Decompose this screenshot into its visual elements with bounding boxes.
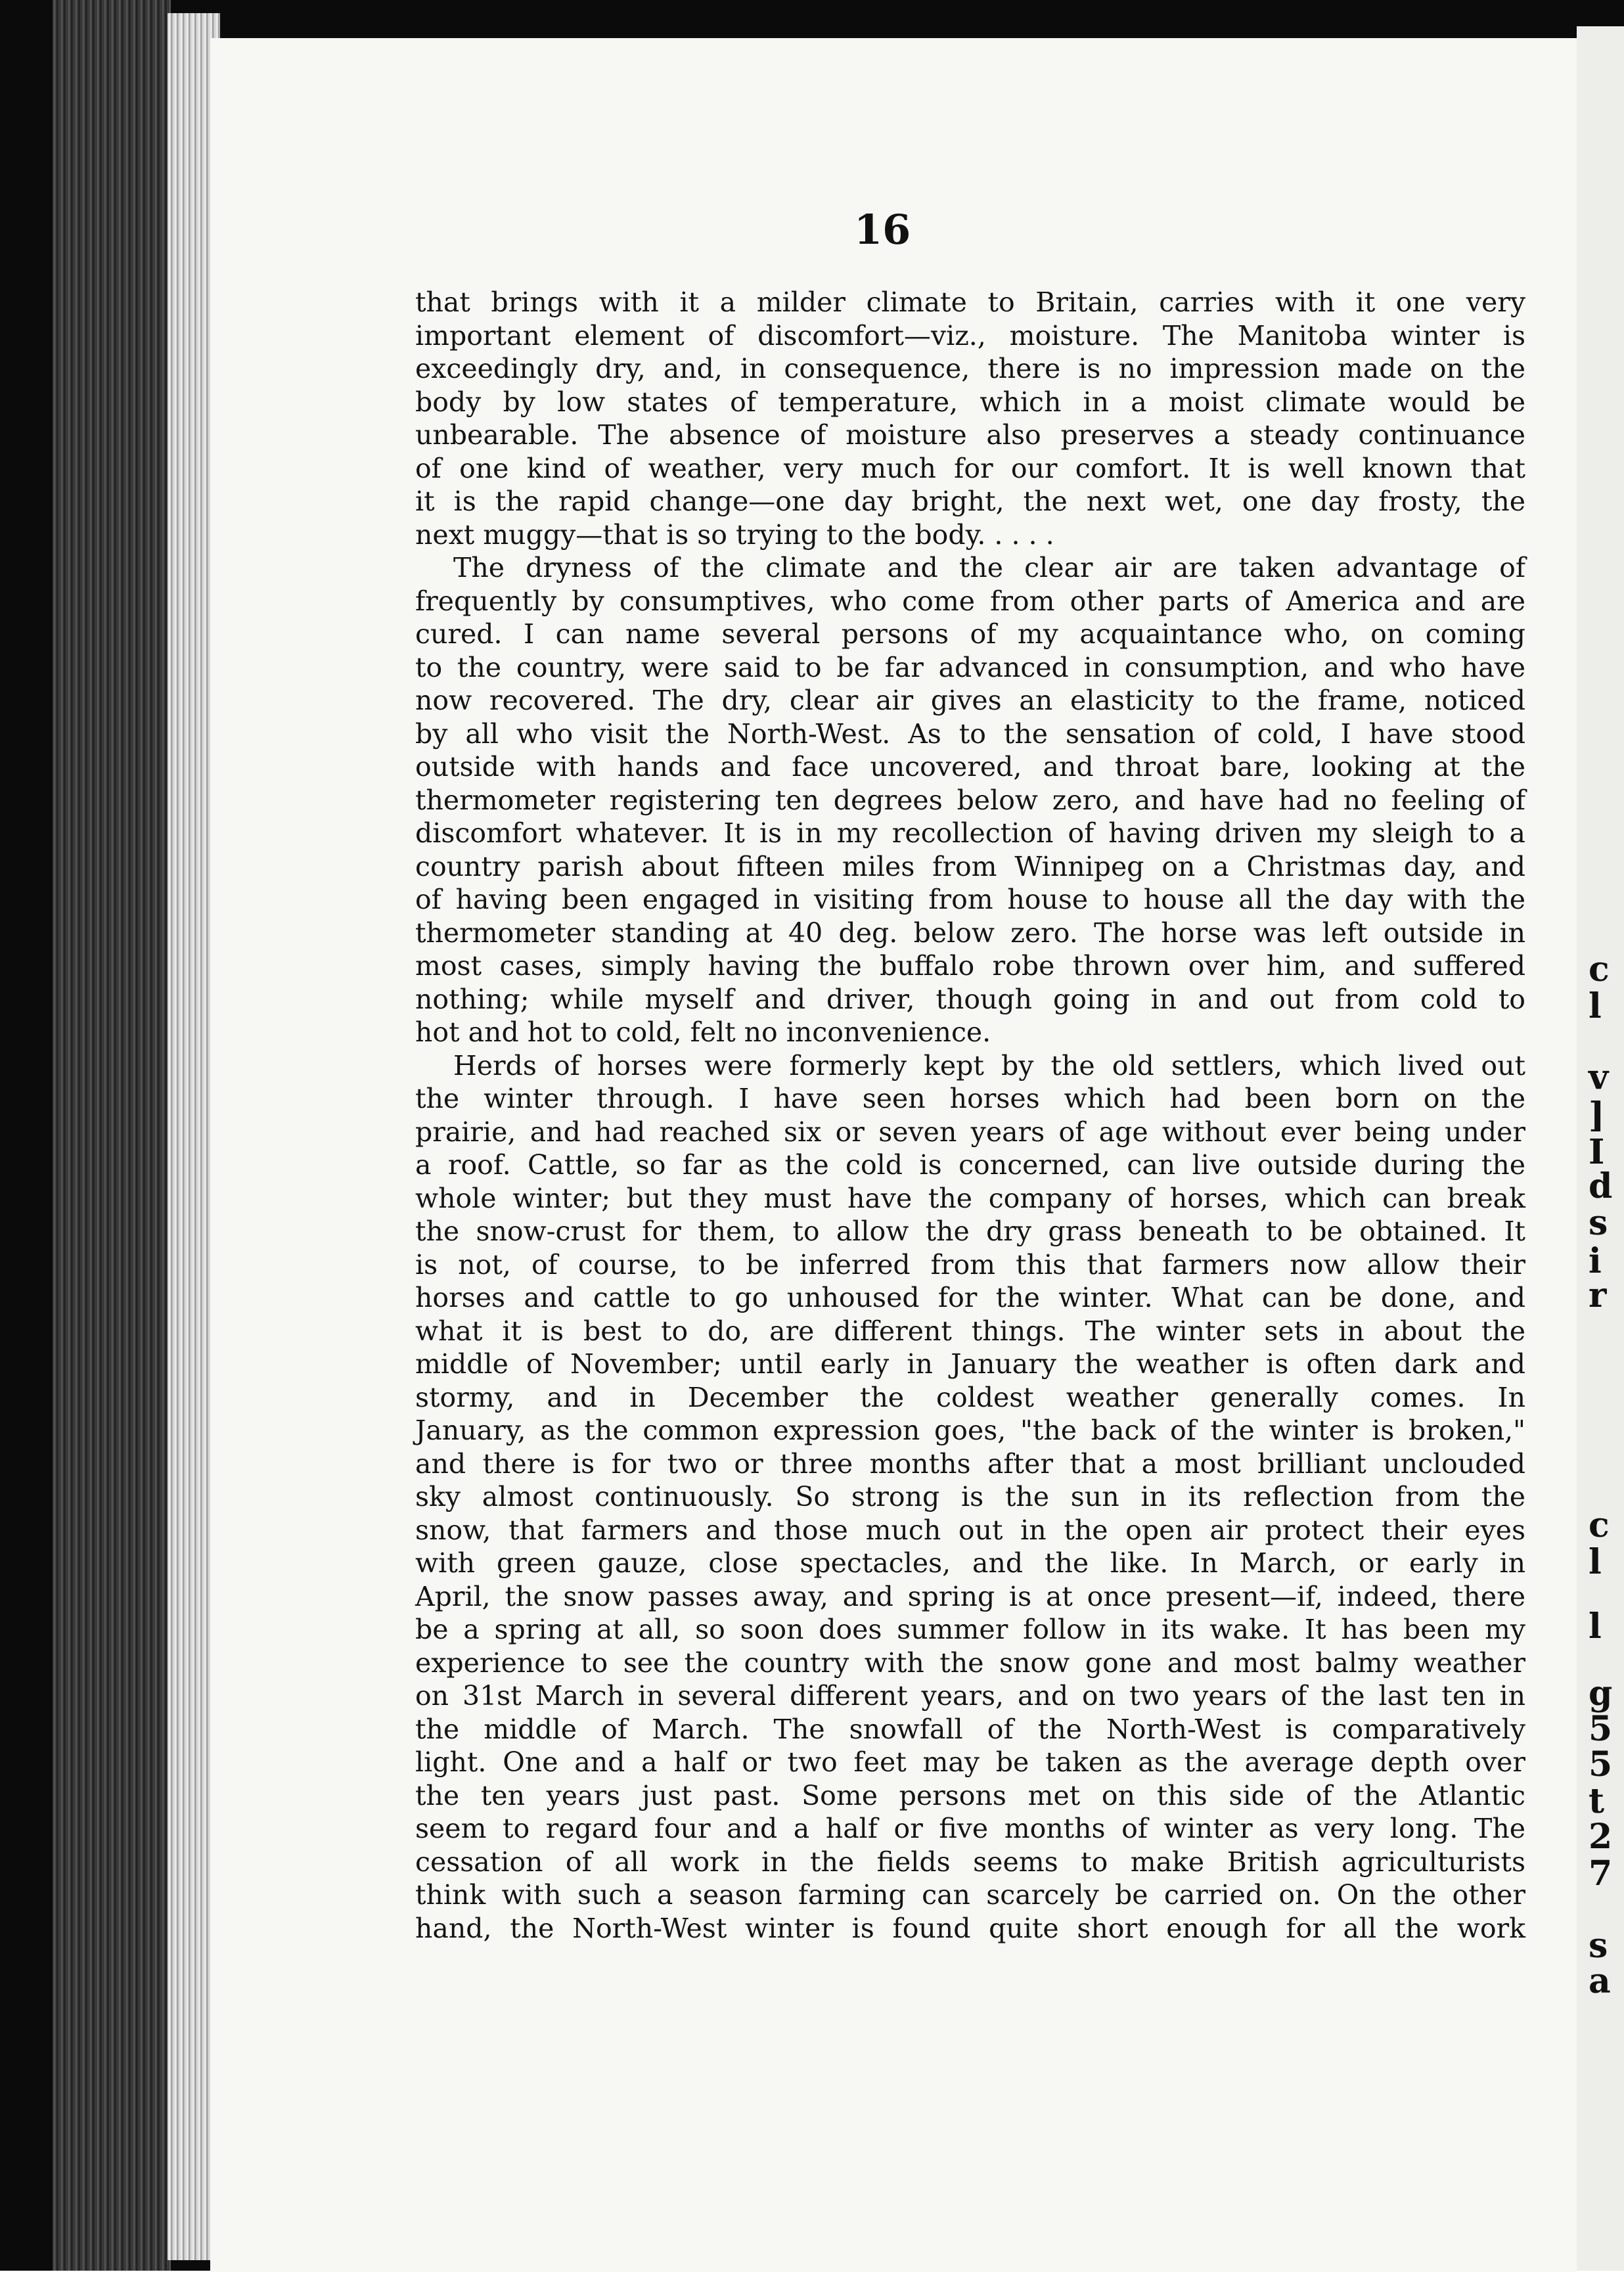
facing-page-letter: I — [1589, 1132, 1605, 1172]
facing-page-letter: v — [1589, 1057, 1609, 1097]
text-line: stormy, and in December the coldest weather generally comes. In — [415, 1381, 1525, 1413]
text-line: outside with hands and face uncovered, and throat bare, looking at the — [415, 751, 1525, 783]
text-line: body by low states of temperature, which in a moist climate would be — [415, 386, 1525, 418]
text-line: light. One and a half or two feet may be taken as the average depth over — [415, 1746, 1525, 1778]
facing-page-letter: s — [1589, 1203, 1608, 1243]
text-line: a roof. Cattle, so far as the cold is concerned, can live outside during the — [415, 1149, 1525, 1181]
text-line: of having been engaged in visiting from house to house all the day with the — [415, 884, 1525, 915]
text-line: next muggy—that is so trying to the body. . . . . — [415, 518, 1054, 551]
text-line: cured. I can name several persons of my acquaintance who, on coming — [415, 618, 1525, 650]
text-line: be a spring at all, so soon does summer follow in its wake. It has been my — [415, 1614, 1525, 1645]
text-line: hand, the North-West winter is found quite short enough for all the work — [415, 1912, 1525, 1944]
text-line: unbearable. The absence of moisture also preserves a steady continuance — [415, 419, 1525, 451]
body-text — [415, 286, 1525, 1945]
text-line: hot and hot to cold, felt no inconvenience. — [415, 1016, 991, 1048]
text-line: that brings with it a milder climate to Britain, carries with it one very — [415, 286, 1525, 318]
text-line: middle of November; until early in January the weather is often dark and — [415, 1348, 1525, 1380]
text-line: horses and cattle to go unhoused for the winter. What can be done, and — [415, 1282, 1525, 1313]
page-number: 16 — [854, 206, 911, 254]
text-line: and there is for two or three months after that a most brilliant unclouded — [415, 1447, 1525, 1480]
text-line: whole winter; but they must have the company of horses, which can break — [415, 1182, 1525, 1214]
text-line: on 31st March in several different years, and on two years of the last ten in — [415, 1680, 1525, 1712]
text-line: The dryness of the climate and the clear air are taken advantage of — [453, 552, 1525, 583]
text-line: exceedingly dry, and, in consequence, there is no impression made on the — [415, 353, 1525, 384]
text-line: Herds of horses were formerly kept by the old settlers, which lived out — [453, 1049, 1525, 1081]
facing-page-letter: i — [1589, 1241, 1602, 1281]
facing-page-letter: 7 — [1589, 1853, 1613, 1894]
text-line: snow, that farmers and those much out in the open air protect their eyes — [415, 1514, 1525, 1546]
facing-page-letter: 2 — [1589, 1817, 1613, 1857]
text-line: country parish about fifteen miles from Winnipeg on a Christmas day, and — [415, 850, 1525, 882]
text-line: April, the snow passes away, and spring is at once present—if, indeed, there — [415, 1580, 1525, 1612]
text-line: seem to regard four and a half or five months of winter as very long. The — [415, 1813, 1525, 1844]
text-line: discomfort whatever. It is in my recollection of having driven my sleigh to a — [415, 817, 1525, 849]
text-line: is not, of course, to be inferred from this that farmers now allow their — [415, 1248, 1525, 1281]
book-spine — [53, 0, 171, 2271]
text-line: the middle of March. The snowfall of the North-West is comparatively — [415, 1713, 1525, 1745]
facing-page-letter: t — [1589, 1781, 1605, 1821]
text-line: it is the rapid change—one day bright, the next wet, one day frosty, the — [415, 486, 1525, 517]
text-line: think with such a season farming can scarcely be carried on. On the other — [415, 1879, 1525, 1911]
text-line: with green gauze, close spectacles, and the like. In March, or early in — [415, 1547, 1525, 1579]
text-line: January, as the common expression goes, "the back of the winter is broken," — [415, 1415, 1525, 1446]
text-line: sky almost continuously. So strong is the sun in its reflection from the — [415, 1481, 1525, 1512]
facing-page-letter: l — [1589, 1606, 1602, 1647]
text-line: thermometer registering ten degrees below zero, and have had no feeling of — [415, 784, 1525, 816]
text-line: the ten years just past. Some persons met on this side of the Atlantic — [415, 1779, 1525, 1811]
text-line: of one kind of weather, very much for our comfort. It is well known that — [415, 452, 1525, 484]
text-line: the winter through. I have seen horses which had been born on the — [415, 1083, 1525, 1114]
text-line: the snow-crust for them, to allow the dry grass beneath to be obtained. It — [415, 1216, 1525, 1247]
text-line: to the country, were said to be far advanced in consumption, and who have — [415, 651, 1525, 683]
facing-page-letter: l — [1589, 986, 1602, 1026]
text-line: thermometer standing at 40 deg. below zero. The horse was left outside in — [415, 917, 1525, 949]
facing-page-letter: s — [1589, 1926, 1608, 1966]
text-line: now recovered. The dry, clear air gives an elasticity to the frame, noticed — [415, 685, 1525, 716]
facing-page-letter: a — [1589, 1961, 1611, 2001]
text-line: nothing; while myself and driver, though going in and out from cold to — [415, 983, 1525, 1015]
facing-page-letter: l — [1589, 1542, 1602, 1582]
text-line: important element of discomfort—viz., moisture. The Manitoba winter is — [415, 319, 1525, 352]
facing-page-letter: d — [1589, 1166, 1613, 1206]
text-line: prairie, and had reached six or seven years of age without ever being under — [415, 1116, 1525, 1148]
facing-page-letter: 5 — [1589, 1709, 1613, 1749]
facing-page-letter: c — [1589, 949, 1610, 989]
text-line: by all who visit the North-West. As to the sensation of cold, I have stood — [415, 717, 1525, 750]
text-line: what it is best to do, are different things. The winter sets in about the — [415, 1315, 1525, 1347]
facing-page-letter: ] — [1589, 1095, 1605, 1135]
text-line: cessation of all work in the fields seems to make British agriculturists — [415, 1846, 1525, 1878]
facing-page-letter: r — [1589, 1275, 1607, 1315]
facing-page-letter: c — [1589, 1505, 1610, 1545]
facing-page-letter: 5 — [1589, 1744, 1613, 1784]
text-line: most cases, simply having the buffalo robe thrown over him, and suffered — [415, 950, 1525, 982]
text-line: experience to see the country with the snow gone and most balmy weather — [415, 1647, 1525, 1679]
text-line: frequently by consumptives, who come from other parts of America and are — [415, 585, 1525, 617]
facing-page-letter: g — [1589, 1673, 1613, 1714]
